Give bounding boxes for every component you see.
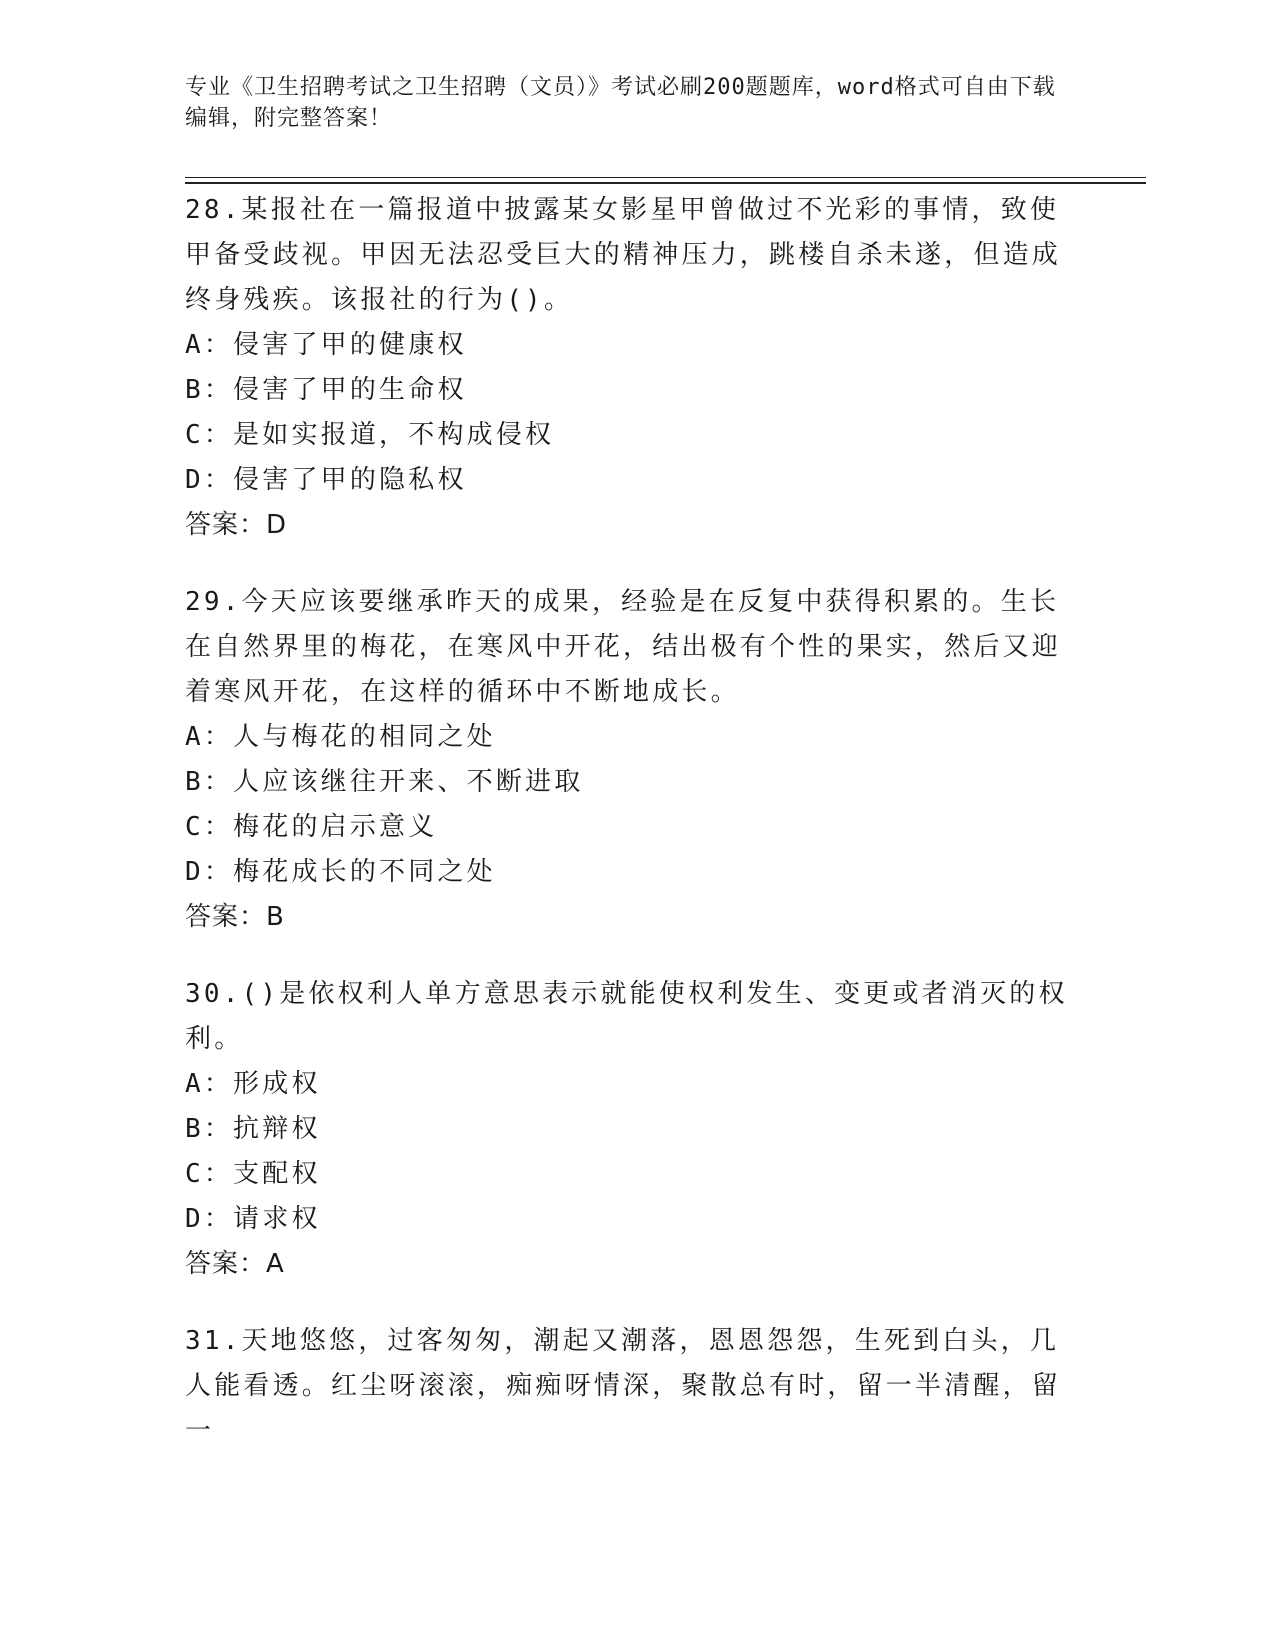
option-a: A：形成权 [185,1069,321,1099]
answer: 答案：D [185,510,288,540]
question-text: 31.天地悠悠，过客匆匆，潮起又潮落，恩恩怨怨，生死到白头，几人能看透。红尘呀滚滚，痴痴呀情深，聚散总有时，留一半清醒，留一 [185,1326,1062,1446]
option-d: D：请求权 [185,1204,321,1234]
header-divider-thick [185,182,1146,184]
option-d: D：梅花成长的不同之处 [185,857,496,887]
question-text: 29.今天应该要继承昨天的成果，经验是在反复中获得积累的。生长在自然界里的梅花，在寒风中开花，结出极有个性的果实，然后又迎着寒风开花，在这样的循环中不断地成长。 [185,587,1062,707]
header-divider-thin [185,177,1146,178]
question-28 [185,188,1075,548]
option-a: A：人与梅花的相同之处 [185,722,496,752]
document-header: 专业《卫生招聘考试之卫生招聘（文员）》考试必刷200题题库，word格式可自由下载编辑，附完整答案！ [185,75,1056,131]
option-d: D：侵害了甲的隐私权 [185,465,467,495]
answer: 答案：B [185,902,285,932]
question-text: 28.某报社在一篇报道中披露某女影星甲曾做过不光彩的事情，致使甲备受歧视。甲因无法忍受巨大的精神压力，跳楼自杀未遂，但造成终身残疾。该报社的行为()。 [185,195,1062,315]
option-c: C：支配权 [185,1159,321,1189]
question-31 [185,1319,1075,1454]
question-list [185,188,1075,1454]
option-a: A：侵害了甲的健康权 [185,330,467,360]
question-text: 30.()是依权利人单方意思表示就能使权利发生、变更或者消灭的权利。 [185,979,1068,1054]
answer: 答案：A [185,1249,285,1279]
option-c: C：梅花的启示意义 [185,812,438,842]
option-b: B：侵害了甲的生命权 [185,375,467,405]
option-c: C：是如实报道，不构成侵权 [185,420,555,450]
option-b: B：抗辩权 [185,1114,321,1144]
question-29 [185,580,1075,940]
option-b: B：人应该继往开来、不断进取 [185,767,584,797]
question-30 [185,972,1075,1287]
